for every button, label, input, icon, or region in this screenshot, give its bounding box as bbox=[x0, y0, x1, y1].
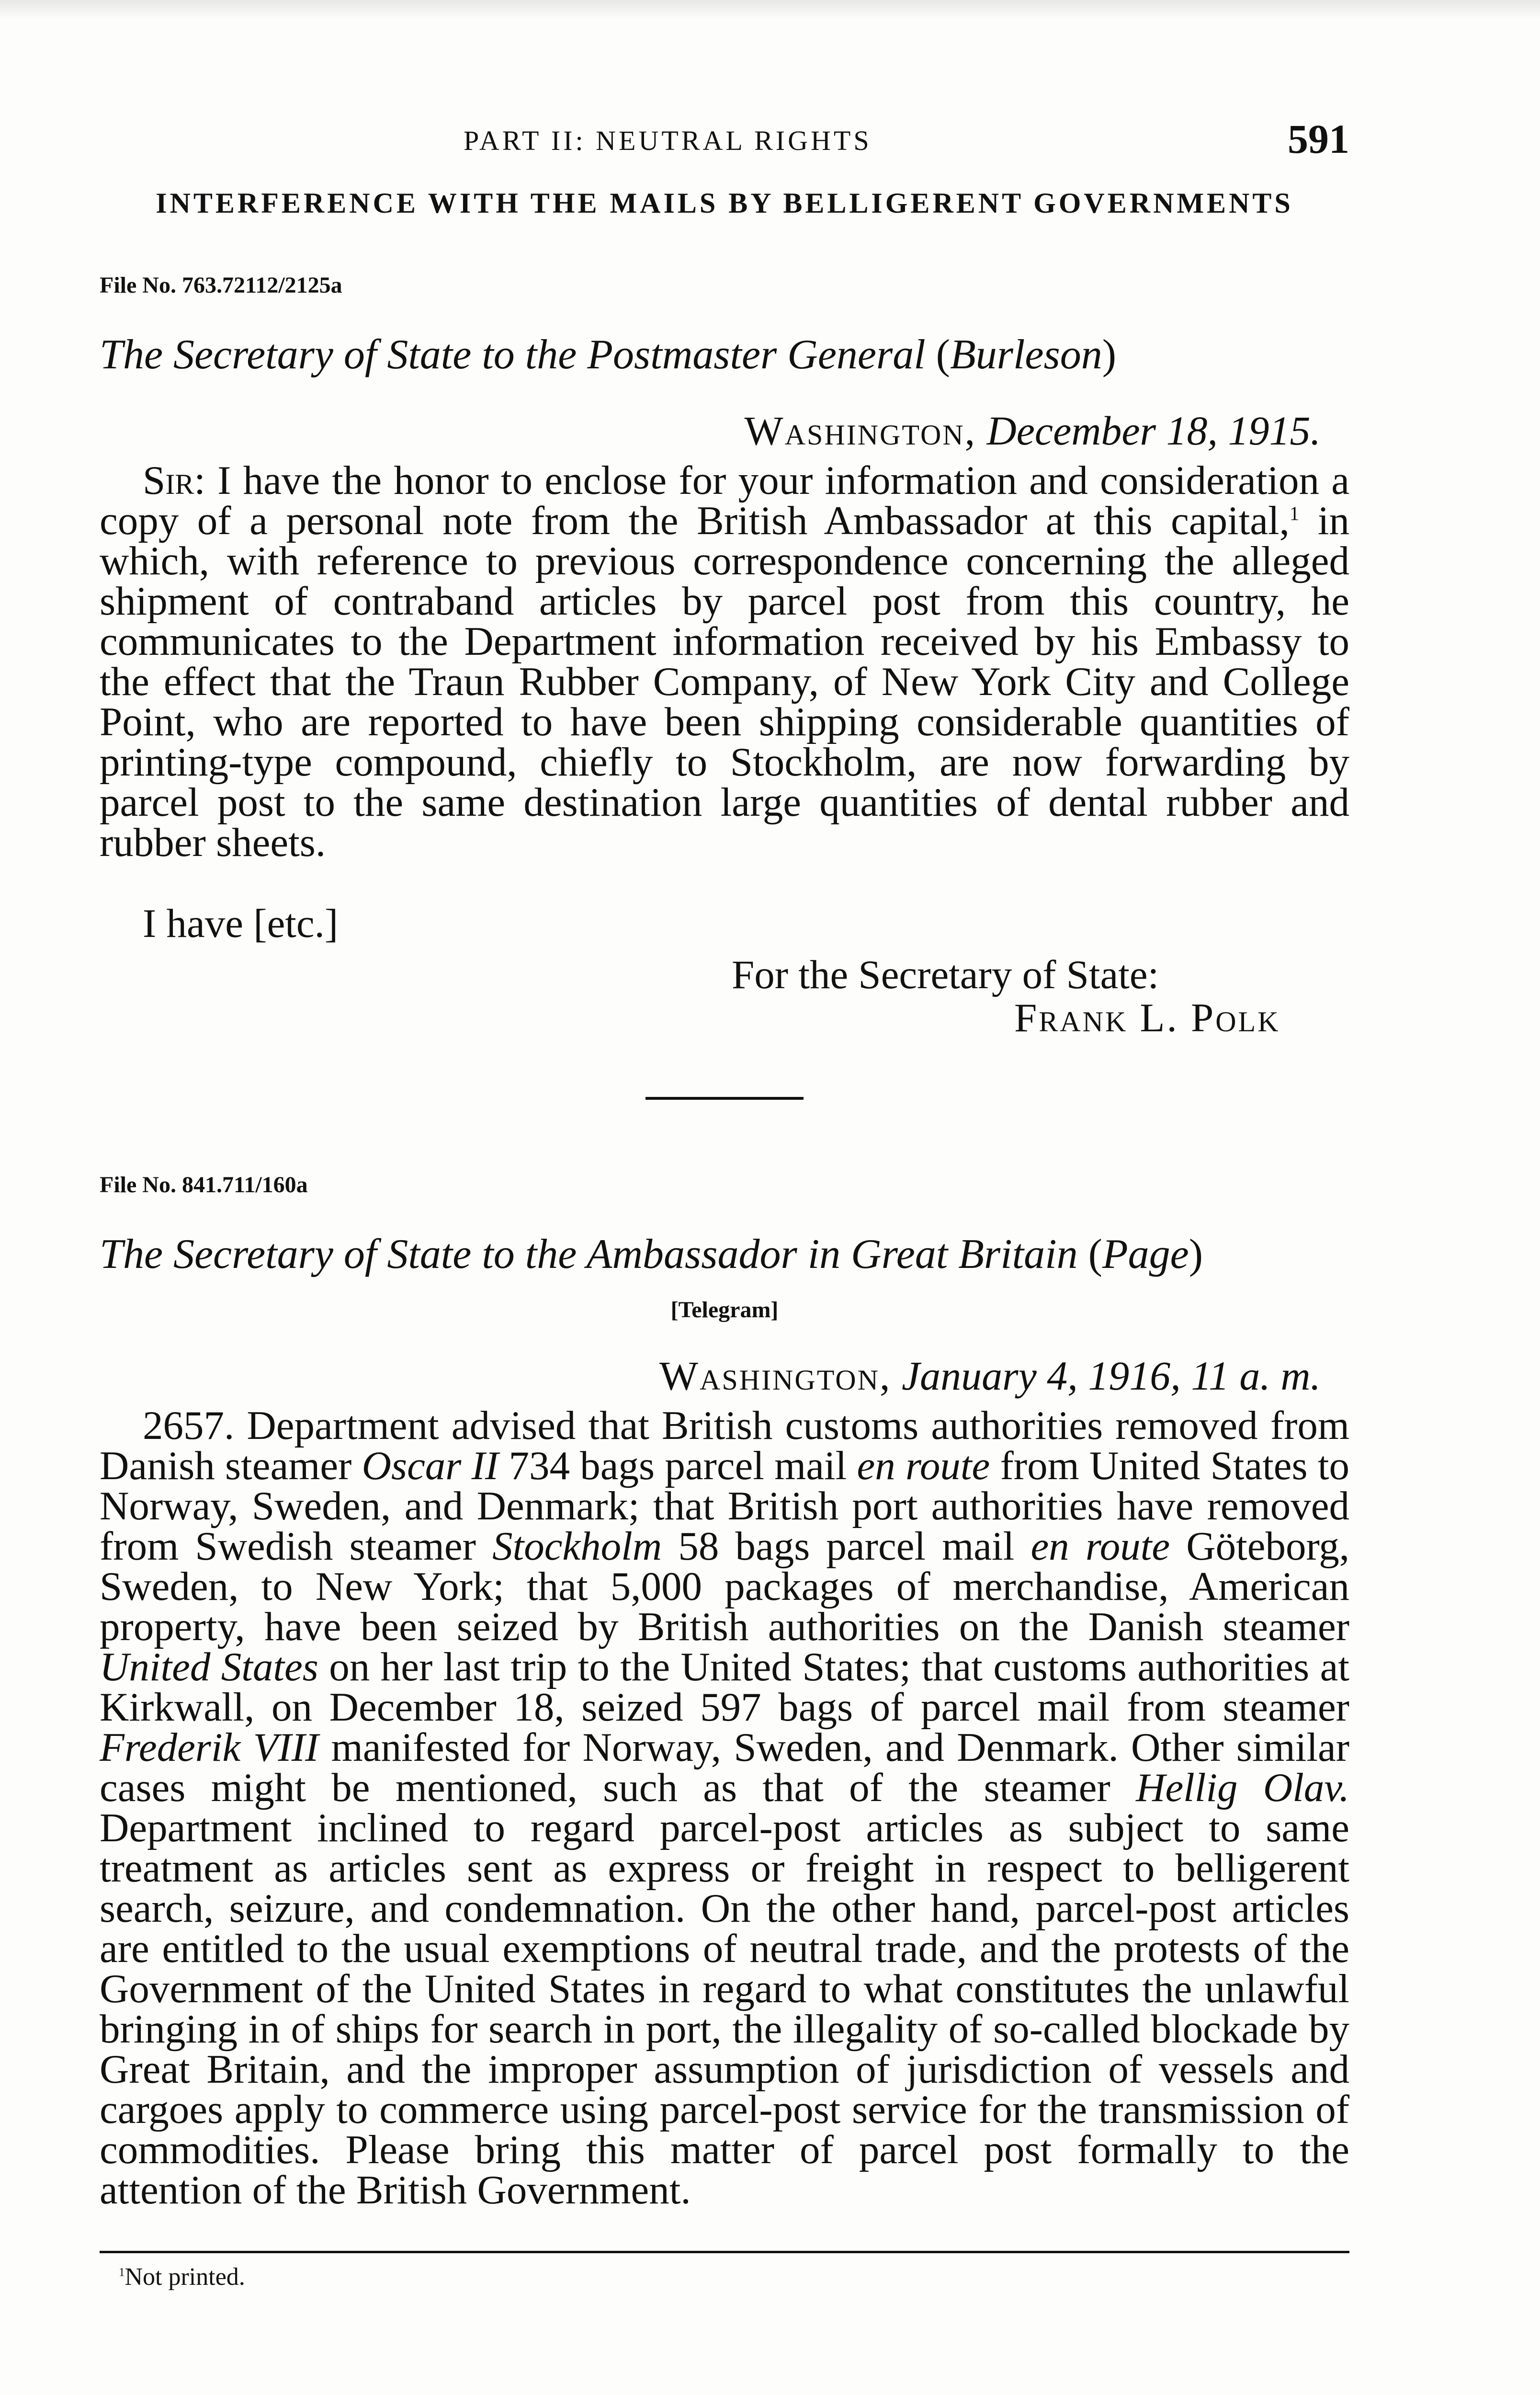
dateline-date-1: December 18, 1915. bbox=[986, 408, 1321, 454]
scan-edge-shadow bbox=[0, 0, 1540, 19]
telegram-body bbox=[100, 1403, 1350, 2213]
ship-name-oscar: Oscar II bbox=[362, 1443, 499, 1488]
file-number-2: File No. 841.711/160a bbox=[100, 1172, 308, 1198]
ship-name-united-states: United States bbox=[100, 1644, 318, 1689]
running-head bbox=[100, 115, 1349, 177]
dateline-place-1: Washington, bbox=[744, 408, 977, 454]
signature-block bbox=[732, 953, 1349, 1039]
telegram-seg-7: manifested for Norway, Sweden, and Denmark. Other similar cases might be mentioned, such as that of the steamer bbox=[100, 1725, 1350, 1810]
dateline-place-2: Washington, bbox=[659, 1353, 892, 1399]
page-content bbox=[100, 115, 1349, 2291]
section-title: INTERFERENCE WITH THE MAILS BY BELLIGERENT GOVERNMENTS bbox=[156, 187, 1293, 219]
section-separator bbox=[645, 1097, 804, 1100]
salutation: Sir bbox=[143, 458, 194, 503]
heading-paren-close-1: ) bbox=[1102, 331, 1117, 378]
dateline-1 bbox=[100, 407, 1349, 455]
footnote-reference: 1 bbox=[1289, 502, 1300, 525]
footnote-text: Not printed. bbox=[125, 2263, 245, 2291]
telegram-note: [Telegram] bbox=[670, 1297, 779, 1323]
letter-text-part-2: in which, with reference to previous correspondence concerning the alleged shipment of contraband articles by parcel post from this country, he communicates to the Department information received by his Embassy to the effect that the Traun Rubber Company, of New York City and College Point, who are reported to have been shipping considerable quantities of printing-type compound, chiefly to Stockholm, are now forwarding by parcel post to the same destination large quantities of dental rubber and rubber sheets. bbox=[100, 498, 1349, 865]
heading-paren-open-2: ( bbox=[1088, 1231, 1102, 1277]
page-number: 591 bbox=[1288, 116, 1349, 162]
running-title: PART II: NEUTRAL RIGHTS bbox=[464, 125, 872, 156]
heading-text-2: The Secretary of State to the Ambassador in Great Britain bbox=[100, 1231, 1078, 1277]
signature-line: For the Secretary of State: bbox=[732, 952, 1159, 997]
file-number-1: File No. 763.72112/2125a bbox=[100, 273, 342, 298]
ship-name-stockholm: Stockholm bbox=[492, 1524, 662, 1569]
ship-name-hellig-olav: Hellig Olav. bbox=[1136, 1765, 1349, 1810]
letter-text-part-1: : I have the honor to enclose for your information and consideration a copy of a personal note from the British Ambassador at this capital, bbox=[100, 458, 1349, 543]
closing-line: I have [etc.] bbox=[143, 901, 339, 946]
heading-person-1: Burleson bbox=[950, 331, 1102, 378]
en-route-2: en route bbox=[1030, 1524, 1170, 1569]
ship-name-frederik: Frederik VIII bbox=[100, 1725, 319, 1770]
telegram-seg-5: Göteborg, Sweden, to New York; that 5,000 packages of merchandise, American property, have been seized by British authorities on the Danish steamer bbox=[100, 1524, 1349, 1649]
dateline-2 bbox=[100, 1352, 1349, 1400]
telegram-seg-8: Department inclined to regard parcel-post articles as subject to same treatment as articles sent as express or freight in respect to belligerent search, seizure, and condemnation. On the other hand, parcel-post articles are entitled to the usual exemptions of neutral trade, and the protests of the Government of the United States in regard to what constitutes the unlawful bringing in of ships for search in port, the illegality of so-called blockade by Great Britain, and the improper assumption of jurisdiction of vessels and cargoes apply to commerce using parcel-post service for the transmission of commodities. Please bring this matter of parcel post formally to the attention of the British Government. bbox=[100, 1805, 1349, 2213]
dateline-date-2: January 4, 1916, 11 a. m. bbox=[901, 1353, 1321, 1399]
telegram-seg-1: 2657. Department advised that British customs authorities removed from Danish steamer bbox=[100, 1403, 1349, 1488]
document-heading-2 bbox=[100, 1232, 1349, 1277]
heading-person-2: Page bbox=[1102, 1231, 1189, 1277]
letter-body-1 bbox=[100, 460, 1349, 863]
document-heading-1 bbox=[100, 332, 1349, 378]
telegram-seg-3: from United States to Norway, Sweden, and Denmark; that British port authorities have removed from Swedish steamer bbox=[100, 1443, 1349, 1569]
en-route-1: en route bbox=[857, 1443, 990, 1488]
footnote-rule bbox=[100, 2251, 1349, 2253]
telegram-seg-6: on her last trip to the United States; that customs authorities at Kirkwall, on December 18, seized 597 bags of parcel mail from steamer bbox=[100, 1644, 1350, 1730]
signer-name: Frank L. Polk bbox=[1014, 995, 1280, 1040]
heading-paren-close-2: ) bbox=[1189, 1231, 1203, 1277]
footnote-marker: 1 bbox=[119, 2266, 125, 2279]
heading-text-1: The Secretary of State to the Postmaster General bbox=[100, 331, 926, 378]
telegram-seg-4: 58 bags parcel mail bbox=[662, 1524, 1031, 1569]
heading-paren-open-1: ( bbox=[936, 331, 950, 378]
telegram-seg-2: 734 bags parcel mail bbox=[498, 1443, 857, 1488]
footnote bbox=[119, 2263, 1349, 2291]
